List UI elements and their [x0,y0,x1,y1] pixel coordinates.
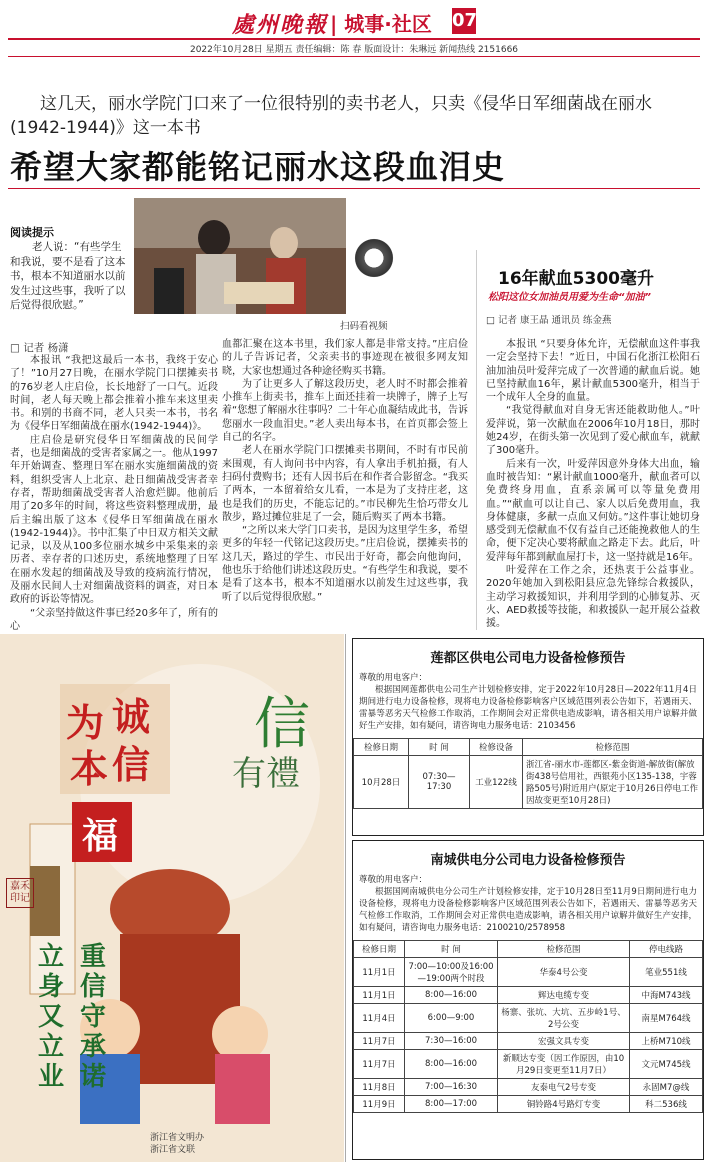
header-rule [8,38,700,40]
main-byline [10,340,210,355]
table-row [354,987,703,1004]
table-cell: 南星M764线 [630,1004,703,1033]
table-header: 时 间 [409,739,470,756]
table-header: 检修范围 [523,739,703,756]
table-cell: 7:30—16:00 [405,1033,498,1050]
column-divider [476,250,477,630]
notice-lian-du [352,638,704,836]
page-headline: 希望大家都能铭记丽水这段血泪史 [10,148,506,186]
side-story-column [486,338,700,631]
main-story-column-2 [222,338,468,604]
table-cell: 8:00—16:00 [405,987,498,1004]
calligraphy-xin: 信 [254,692,310,757]
paragraph: 后来有一次，叶爱萍因意外身体大出血，输血时被告知：“累计献血1000毫升，献血者可以免费终身用血，直系亲属可以等量免费用血。”“献血可以让自己、家人以后免费用血，我身体健康，多献一点血又何妨。”这件事让她切身感受到无偿献血不仅有益自己还能挽救他人的生命，便下定决心要将献血之路走下去。此后，叶爱萍每年都到献血屋打卡，这一坚持就是16年。 [486,458,700,563]
reading-hint-title: 阅读提示 [10,226,54,239]
side-headline: 16年献血5300毫升 [498,269,654,289]
paragraph: 庄启俭是研究侵华日军细菌战的民间学者，也是细菌战的受害者家属之一。他从1997年开始调查、整理日军在丽水实施细菌战的资料，组织受害人上北京、赴日细菌战受害者幸存者，帮助细菌战受害者人治愈烂脚。他前后用了20多年的时间，将这些资料整理成册，最后主编出版了这本《侵华日军细菌战在丽水(1942-1944)》。书中汇集了中日双方相关文献记录，以及从100多位丽水城乡中采集来的亲历者、幸存者的口述历史，系统地整理了日军在丽水发起的细菌战及导致的疫病流行情况，及丽水民间人士对细菌战资料的调查，对日本政府的诉讼等情况。 [10,434,218,606]
dateline: 2022年10月28日 星期五 责任编辑：陈 春 版面设计：朱琳远 新闻热线 2151666 [189,45,519,55]
seal-char: 信 [112,742,151,787]
section-title: | 城事·社区 [330,12,432,36]
table-cell: 辉达电缆专变 [498,987,630,1004]
table-row [354,1004,703,1033]
notice-body [353,672,703,732]
notice-title: 莲都区供电公司电力设备检修预告 [430,651,626,666]
ad-credit: 浙江省文明办 [150,1133,205,1143]
table-cell: 11月1日 [354,958,405,987]
ad-credit: 浙江省文联 [150,1145,196,1155]
table-cell: 上桥M710线 [630,1033,703,1050]
table-cell: 7:00—10:00及16:00—19:00两个时段 [405,958,498,987]
calligraphy-youli: 有禮 [232,754,300,794]
notice-greeting: 尊敬的用电客户： [359,875,428,885]
table-cell: 浙江省-丽水市-莲都区-紫金街道-解放街(解放街438号信用社，西银苑小区135-138，宇蓉路505号)附近用户(原定于10月26日停电工作因故变更至10月28日) [523,756,703,809]
notice-table [353,738,703,809]
table-cell: 7:00—16:30 [405,1079,498,1096]
table-cell: 华泰4号公变 [498,958,630,987]
table-header: 时 间 [405,941,498,958]
table-header: 停电线路 [630,941,703,958]
table-header: 检修日期 [354,739,409,756]
page-number: 07 [452,8,476,34]
public-service-ad [0,634,344,1162]
table-header: 检修范围 [498,941,630,958]
header-rule-thin [8,56,700,57]
table-header: 检修设备 [470,739,523,756]
notice-nan-cheng [352,840,704,1160]
seal-char: 为 [66,700,105,745]
notice-title: 南城供电分公司电力设备检修预告 [430,853,626,868]
table-cell: 新顺达专变（因工作原因，由10月29日变更至11月7日） [498,1050,630,1079]
table-cell: 11月1日 [354,987,405,1004]
table-header: 检修日期 [354,941,405,958]
qr-code-icon[interactable] [352,236,396,280]
slogan-left: 立身又立业 [38,942,65,1092]
table-cell: 11月7日 [354,1033,405,1050]
paragraph: 本报讯 “只要身体允许，无偿献血这件事我一定会坚持下去！”近日，中国石化浙江松阳石油加油员叶爱萍完成了一次普通的献血后说。她已坚持献血16年，累计献血5300毫升，相当于一个成年人全身的血量。 [486,339,700,404]
paragraph: 本报讯 “我把这最后一本书，我终于安心了！”10月27日晚，在丽水学院门口摆摊卖书的76岁老人庄启俭，长长地舒了一口气。近段时间，老人每天晚上都会推着小推车来这里卖书。和别的书商不同，老人只卖一本书，书名为《侵华日军细菌战在丽水(1942-1944)》。 [10,355,218,433]
notices-area [346,634,708,1162]
seal-char: 诚 [112,694,151,739]
table-row [354,1096,703,1113]
table-row [354,1033,703,1050]
main-story-column-1 [10,354,218,633]
main-byline-text: 记者 杨潇 [23,342,69,354]
table-cell: 07:30—17:30 [409,756,470,809]
table-row [354,1050,703,1079]
table-cell: 工业122线 [470,756,523,809]
notice-table [353,940,703,1113]
table-cell: 6:00—9:00 [405,1004,498,1033]
table-cell: 11月9日 [354,1096,405,1113]
byline-square-icon: □ [10,342,24,354]
table-cell: 11月4日 [354,1004,405,1033]
headline-rule [8,188,700,189]
paragraph: 为了让更多人了解这段历史，老人时不时都会推着小推车上街卖书，推车上面还挂着一块牌子，牌子上写着“您想了解丽水往事吗？二十年心血凝结成此书，告诉您丽水一段血泪史。”老人卖出每本书，在首页都会签上自己的名字。 [222,378,468,444]
seal-char: 本 [70,746,109,791]
table-row [354,1079,703,1096]
side-byline [486,312,612,326]
paragraph: 血都汇聚在这本书里，我们家人都是非常支持。”庄启俭的儿子告诉记者，父亲卖书的事迹现在被很多网友知晓，大家也想通过各种途径购买书籍。 [222,339,468,377]
table-header-row [354,941,703,958]
side-subtitle: 松阳这位女加油员用爱为生命“加油” [488,292,651,303]
table-cell: 铜铃路4号路灯专变 [498,1096,630,1113]
notice-greeting: 尊敬的用电客户： [359,673,428,683]
table-cell: 8:00—16:00 [405,1050,498,1079]
table-header-row [354,739,703,756]
table-cell: 科二536线 [630,1096,703,1113]
photo-illustration [134,198,346,314]
paragraph: “之所以来大学门口卖书，是因为这里学生多，希望更多的年轻一代铭记这段历史。”庄启俭说，摆摊卖书的这几天，路过的学生、市民出于好奇，都会向他询问，他也乐于给他们讲述这段历史。“有些学生和我说，要不是看了这本书，根本不知道丽水以前发生过这些事，我听了以后觉得很欣慰。” [222,525,468,603]
notice-body [353,874,703,934]
slogan-right: 重信守承诺 [80,942,107,1092]
notice-paragraph: 根据国网南城供电分公司生产计划检修安排，定于10月28日至11月9日期间进行电力设备检修，现将电力设备检修影响客户区域范围列表公告如下，若遇雨天、雷暴等恶劣天气检修工作取消，工作期间会对正常供电造成影响，请各相关用户谅解并做好生产安排，如有疑问，请咨询电力服务电话：2100210/2578958 [359,887,697,933]
byline-square-icon: □ [486,315,498,326]
table-cell: 8:00—17:00 [405,1096,498,1113]
paragraph: 老人在丽水学院门口摆摊卖书期间，不时有市民前来围观，有人询问书中内容，有人拿出手机拍摄，有人扫码付费购书；还有人因书后在和作者合影留念。“我买了两本，一本留着给女儿看，一本是为了支持庄老，这也是我们的历史，不能忘记的。”市民柳先生恰巧带女儿散步，路过摊位驻足了一会，随后购买了两本书籍。 [222,445,468,523]
notice-paragraph: 根据国网莲都供电公司生产计划检修安排，定于2022年10月28日—2022年11月4日期间进行电力设备检修，现将电力设备检修影响客户区域范围列表公告如下，若遇雨天、雷暴等恶劣天气检修工作取消，工作期间会对正常供电造成影响，请各相关用户谅解并做好生产安排，如有疑问，请咨询电力服务电话：2103456 [359,685,697,731]
story-intro: 这几天，丽水学院门口来了一位很特别的卖书老人，只卖《侵华日军细菌战在丽水(1942-1944)》这一本书 [10,94,652,138]
fu-character: 福 [82,815,119,857]
news-photo [134,198,346,314]
small-seal: 嘉禾印记 [6,878,34,908]
table-cell: 文元M745线 [630,1050,703,1079]
paragraph: “父亲坚持做这件事已经20多年了，所有的心 [10,607,218,632]
reading-hint-text: 老人说：“有些学生和我说，要不是看了这本书，根本不知道丽水以前发生过这些事，我听了以后觉得很欣慰。” [10,241,126,311]
newspaper-logo: 處州晚報 [232,12,329,38]
table-cell: 10月28日 [354,756,409,809]
table-cell: 宏强文具专变 [498,1033,630,1050]
table-cell: 11月7日 [354,1050,405,1079]
table-cell: 11月8日 [354,1079,405,1096]
table-cell: 友泰电气2号专变 [498,1079,630,1096]
table-cell: 杨寨、张坑、大坑、五步岭1号、2号公变 [498,1004,630,1033]
table-cell: 中海M743线 [630,987,703,1004]
paragraph: “我觉得献血对自身无害还能救助他人。”叶爱萍说，第一次献血在2006年10月18日，那时她24岁，在街头第一次见到了爱心献血车，就献了300毫升。 [486,405,700,457]
table-row [354,958,703,987]
table-cell: 永固M7@线 [630,1079,703,1096]
side-byline-text: 记者 康王晶 通讯员 练金燕 [498,315,612,326]
qr-label: 扫码看视频 [340,321,388,332]
table-row [354,756,703,809]
paragraph: 叶爱萍在工作之余，还热衷于公益事业。2020年她加入到松阳县应急先锋综合救援队，主动学习救援知识，并利用学到的心肺复苏、灭火、AED救援等技能，和救援队一起开展公益救援。 [486,565,700,630]
table-cell: 笔业551线 [630,958,703,987]
